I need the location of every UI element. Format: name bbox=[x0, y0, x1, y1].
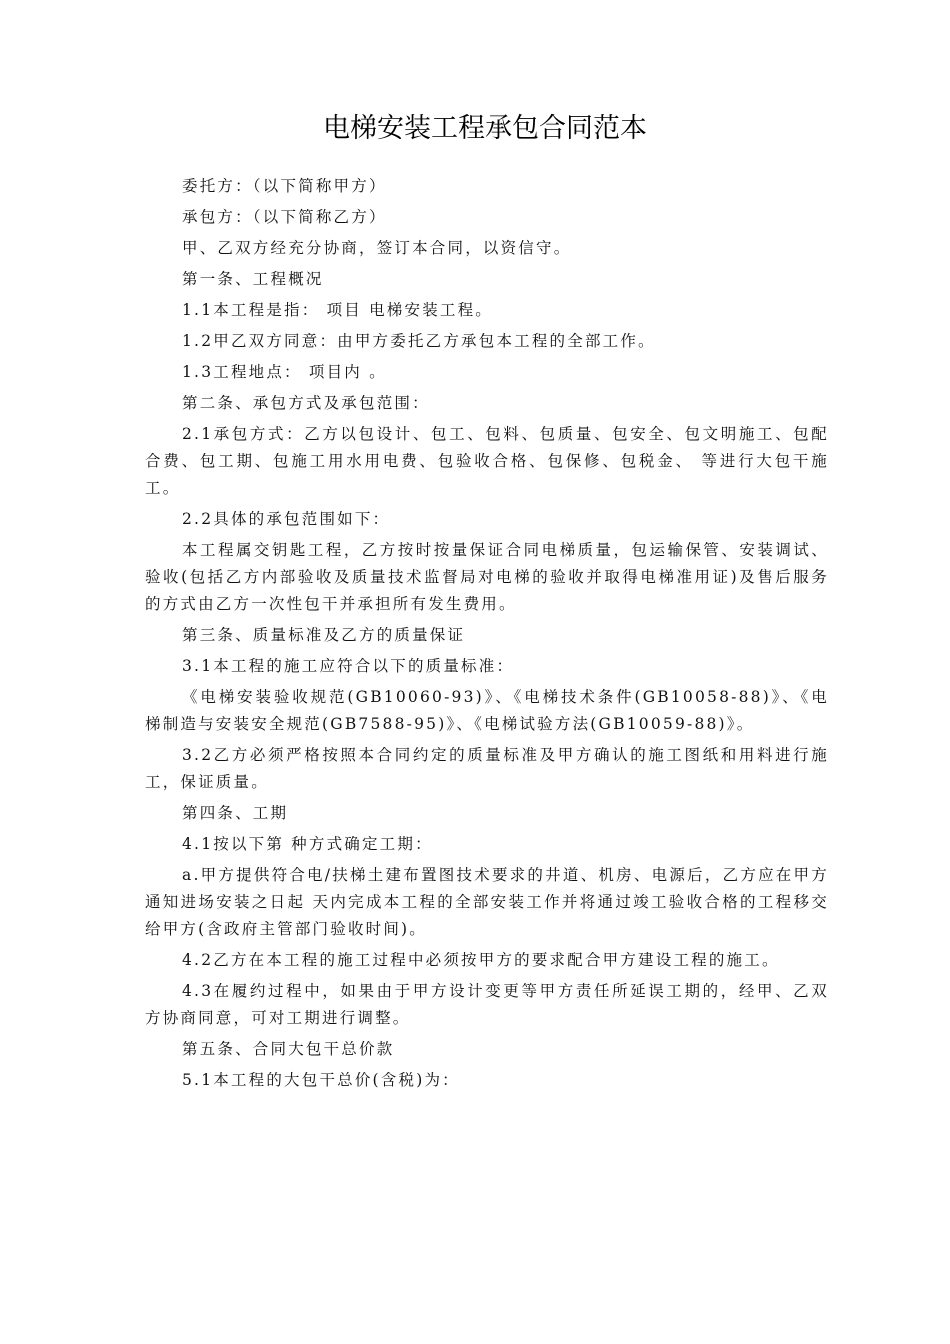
paragraph-3-1: 3.1本工程的施工应符合以下的质量标准： bbox=[182, 657, 515, 675]
paragraph-scope: 本工程属交钥匙工程，乙方按时按量保证合同电梯质量，包运输保管、安装调试、验收(包括乙方内部验收及质量技术监督局对电梯的验收并取得电梯准用证)及售后服务的方式由乙方一次性包干并承担所有发生费用。 bbox=[145, 541, 829, 613]
heading-article-2: 第二条、承包方式及承包范围： bbox=[182, 394, 430, 412]
heading-article-4: 第四条、工期 bbox=[182, 804, 289, 822]
paragraph-2-2: 2.2具体的承包范围如下： bbox=[182, 510, 391, 528]
paragraph-preamble: 甲、乙双方经充分协商，签订本合同，以资信守。 bbox=[182, 239, 572, 257]
paragraph-2-1: 2.1承包方式：乙方以包设计、包工、包料、包质量、包安全、包文明施工、包配合费、包工期、包施工用水用电费、包验收合格、包保修、包税金、 等进行大包干施工。 bbox=[145, 425, 829, 497]
paragraph-client: 委托方：（以下简称甲方） bbox=[182, 177, 387, 195]
paragraph-standards: 《电梯安装验收规范(GB10060-93)》、《电梯技术条件(GB10058-88)》、《电梯制造与安装安全规范(GB7588-95)》、《电梯试验方法(GB10059-88)》。 bbox=[145, 688, 829, 733]
heading-article-3: 第三条、质量标准及乙方的质量保证 bbox=[182, 626, 466, 644]
paragraph-4-3: 4.3在履约过程中，如果由于甲方设计变更等甲方责任所延误工期的，经甲、乙双方协商同意，可对工期进行调整。 bbox=[145, 982, 829, 1027]
paragraph-4-2: 4.2乙方在本工程的施工过程中必须按甲方的要求配合甲方建设工程的施工。 bbox=[182, 951, 780, 969]
paragraph-1-3: 1.3工程地点： 项目内 。 bbox=[182, 363, 387, 381]
paragraph-5-1: 5.1本工程的大包干总价(含税)为： bbox=[182, 1071, 460, 1089]
heading-article-1: 第一条、工程概况 bbox=[182, 270, 324, 288]
paragraph-4-1: 4.1按以下第 种方式确定工期： bbox=[182, 835, 433, 853]
document-body bbox=[145, 173, 829, 1098]
document-title: 电梯安装工程承包合同范本 bbox=[323, 113, 647, 144]
paragraph-1-1: 1.1本工程是指： 项目 电梯安装工程。 bbox=[182, 301, 494, 319]
paragraph-3-2: 3.2乙方必须严格按照本合同约定的质量标准及甲方确认的施工图纸和用料进行施工，保证质量。 bbox=[145, 746, 829, 791]
paragraph-4-1-a: a.甲方提供符合电/扶梯土建布置图技术要求的井道、机房、电源后，乙方应在甲方通知进场安装之日起 天内完成本工程的全部安装工作并将通过竣工验收合格的工程移交给甲方(含政府主管部门验收时间)。 bbox=[145, 866, 829, 938]
paragraph-contractor: 承包方：（以下简称乙方） bbox=[182, 208, 387, 226]
paragraph-1-2: 1.2甲乙双方同意：由甲方委托乙方承包本工程的全部工作。 bbox=[182, 332, 656, 350]
heading-article-5: 第五条、合同大包干总价款 bbox=[182, 1040, 395, 1058]
